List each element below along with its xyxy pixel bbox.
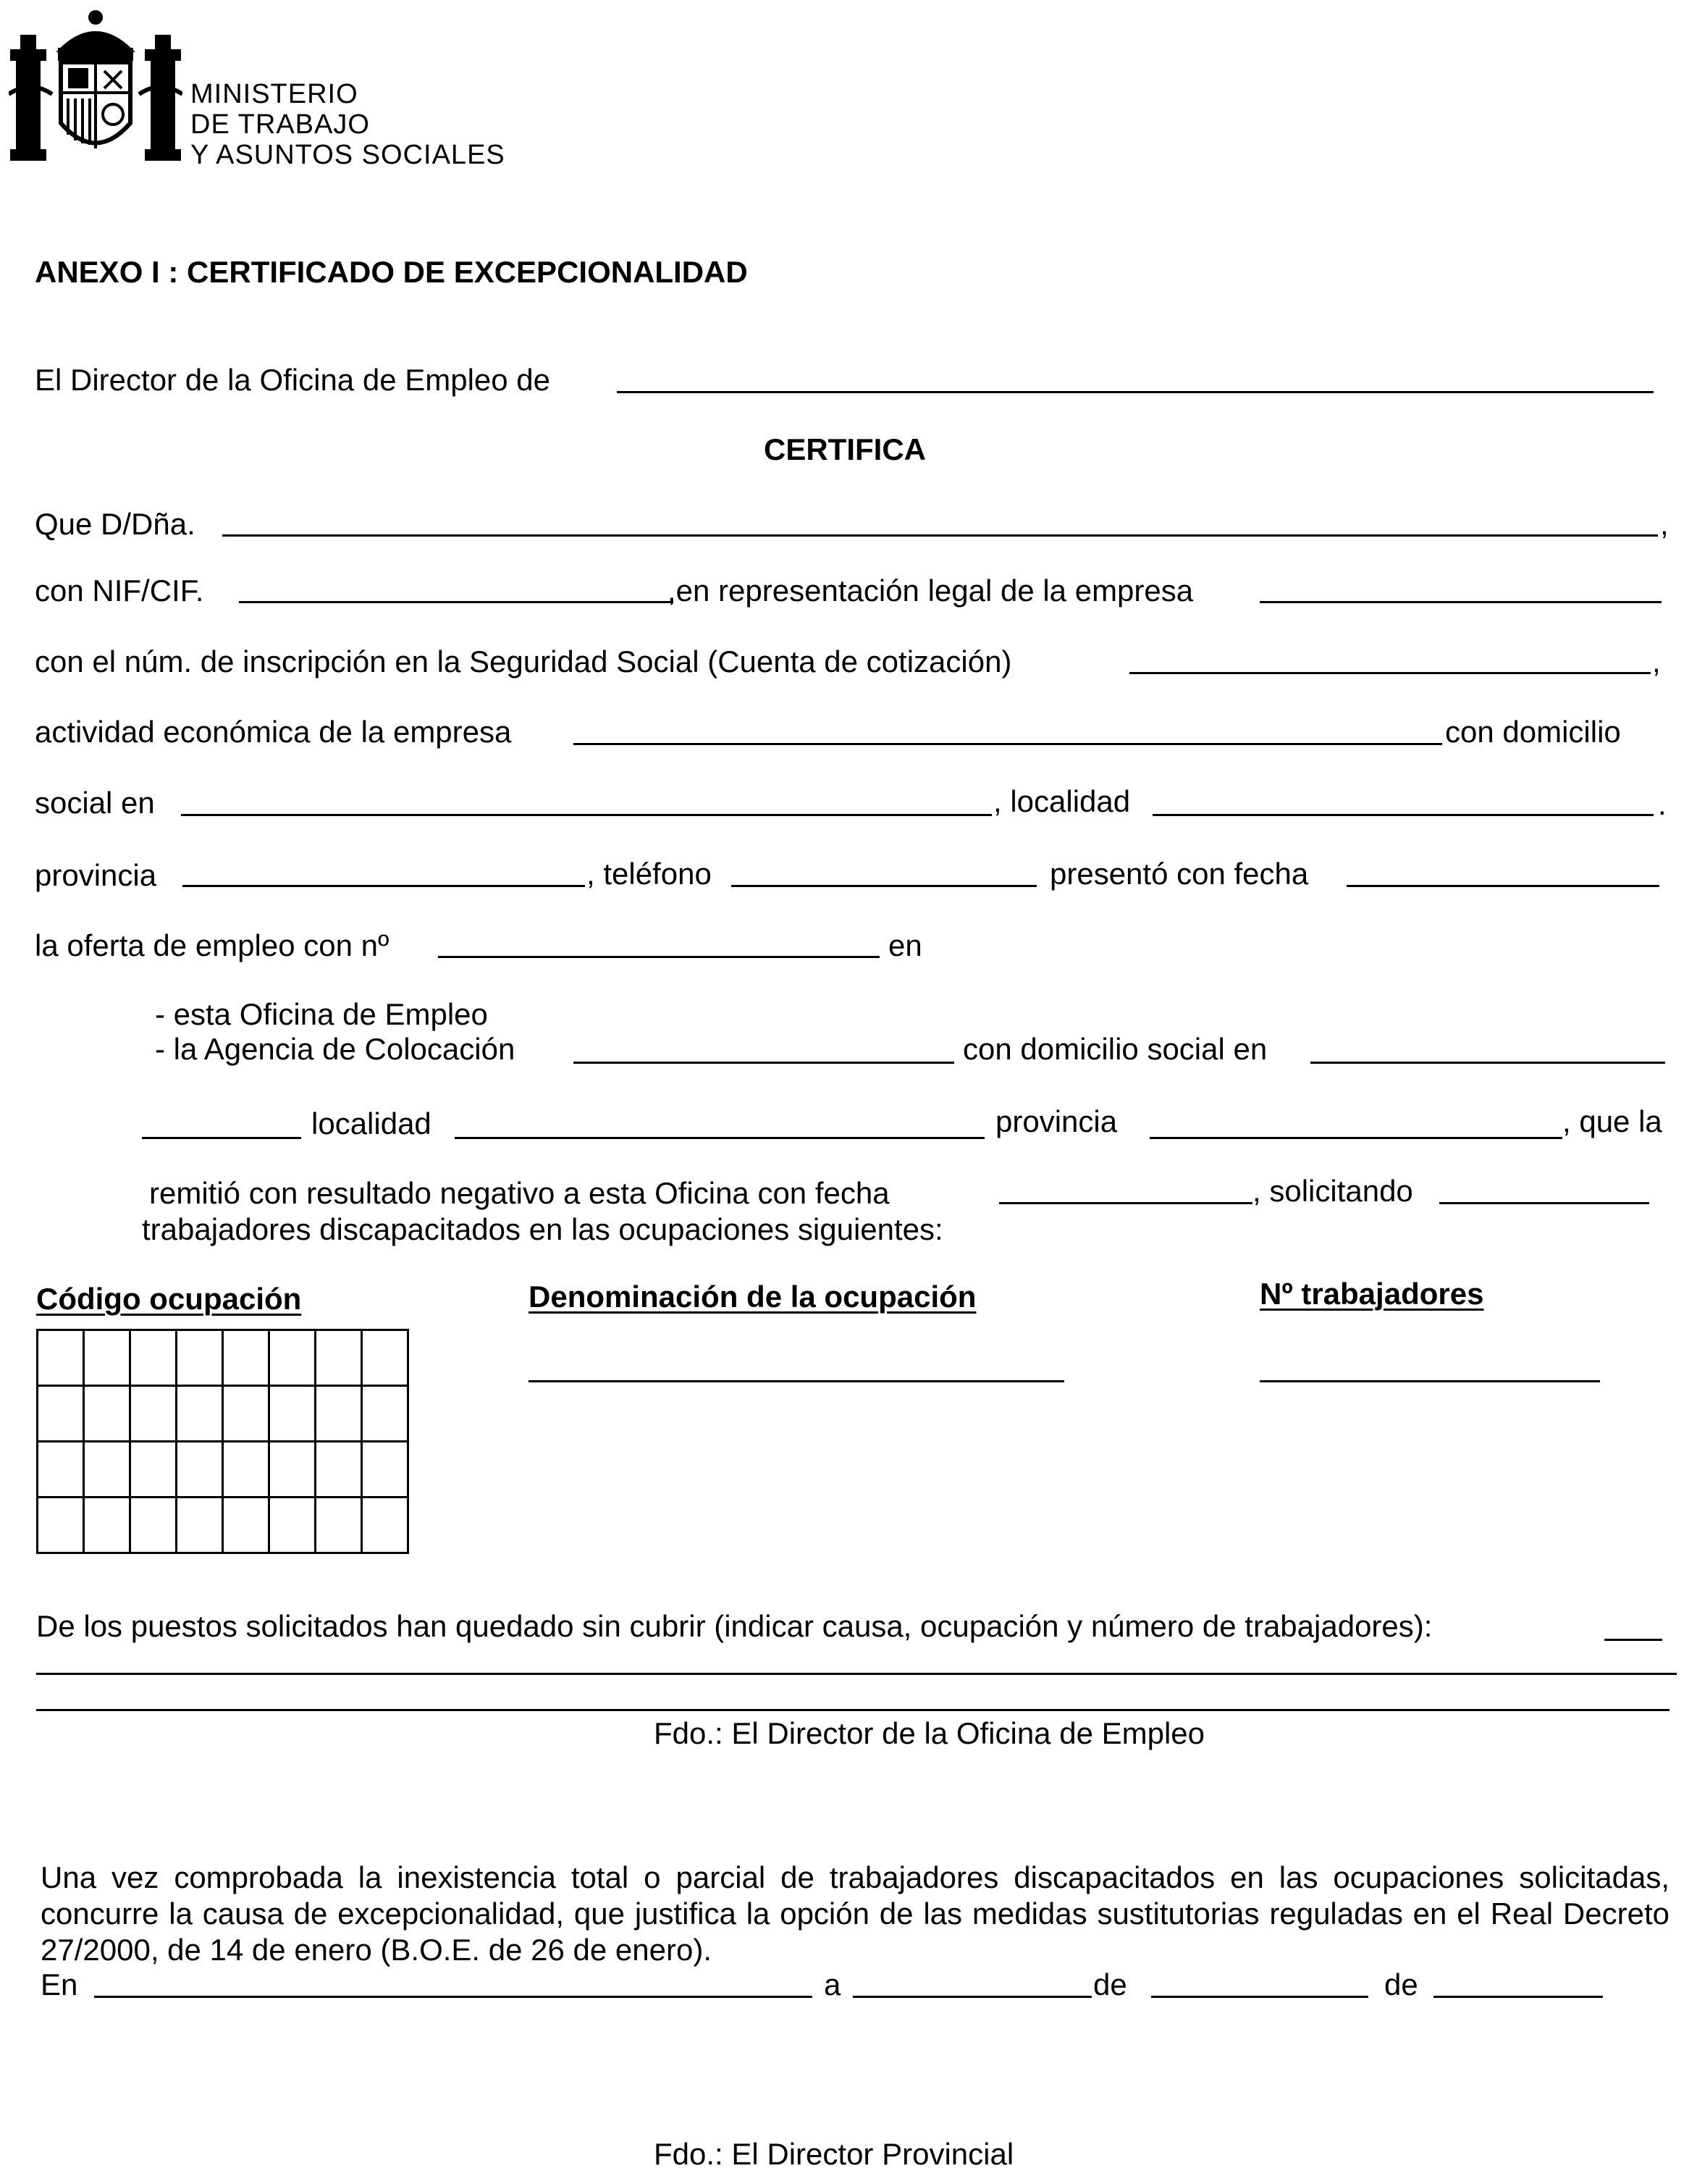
localidad-label: , localidad	[993, 784, 1131, 818]
grid-cell[interactable]	[223, 1498, 269, 1553]
agencia-domicilio-field[interactable]	[1310, 1062, 1665, 1064]
inscripcion-label: con el núm. de inscripción en la Seguridad Social (Cuenta de cotización)	[35, 644, 1012, 679]
con-domicilio-label: con domicilio	[1445, 715, 1621, 749]
domicilio-field[interactable]	[181, 814, 992, 816]
grid-cell[interactable]	[223, 1386, 269, 1442]
grid-cell[interactable]	[84, 1442, 130, 1498]
grid-cell[interactable]	[362, 1330, 408, 1386]
nif-field[interactable]	[239, 601, 673, 603]
representacion-label: ,en representación legal de la empresa	[668, 574, 1194, 608]
grid-cell[interactable]	[269, 1498, 316, 1553]
grid-cell[interactable]	[269, 1330, 316, 1386]
fecha-en-label: En	[41, 1967, 78, 2002]
fecha-a-label: a	[824, 1967, 841, 2002]
agencia-provincia-field[interactable]	[1150, 1137, 1562, 1139]
ministry-line-2: DE TRABAJO	[190, 109, 370, 140]
actividad-label: actividad económica de la empresa	[35, 715, 512, 749]
solicitando-label: , solicitando	[1252, 1174, 1413, 1208]
grid-cell[interactable]	[362, 1442, 408, 1498]
grid-cell[interactable]	[177, 1498, 223, 1553]
grid-cell[interactable]	[269, 1386, 316, 1442]
trabajadores-label: trabajadores discapacitados en las ocupaciones siguientes:	[142, 1212, 943, 1246]
puestos-field-2[interactable]	[36, 1673, 1677, 1675]
que-la-label: , que la	[1562, 1104, 1662, 1138]
social-en-label: social en	[35, 786, 155, 820]
agencia-field[interactable]	[573, 1062, 954, 1064]
grid-cell[interactable]	[177, 1442, 223, 1498]
codigo-header: Código ocupación	[36, 1282, 302, 1316]
ministry-line-1: MINISTERIO	[190, 79, 358, 109]
grid-cell[interactable]	[84, 1498, 130, 1553]
agencia-localidad-field[interactable]	[455, 1137, 985, 1139]
period: .	[1658, 787, 1667, 821]
anio-field[interactable]	[1433, 1996, 1603, 1998]
provincia-field[interactable]	[182, 885, 585, 887]
localidad2-label: localidad	[311, 1106, 431, 1141]
director-office-field[interactable]	[617, 391, 1654, 393]
puestos-field-1[interactable]	[1604, 1639, 1662, 1641]
grid-cell[interactable]	[84, 1330, 130, 1386]
grid-cell[interactable]	[223, 1330, 269, 1386]
provincia-label: provincia	[35, 858, 157, 892]
grid-cell[interactable]	[316, 1330, 362, 1386]
codigo-grid[interactable]	[36, 1329, 409, 1554]
grid-cell[interactable]	[223, 1442, 269, 1498]
grid-cell[interactable]	[130, 1386, 177, 1442]
firma-director-provincial: Fdo.: El Director Provincial	[654, 2137, 1014, 2171]
telefono-field[interactable]	[731, 885, 1037, 887]
certifica-heading: CERTIFICA	[764, 432, 926, 466]
num-solicitados-field[interactable]	[1439, 1202, 1649, 1204]
fecha-oferta-field[interactable]	[1347, 885, 1659, 887]
grid-cell[interactable]	[269, 1442, 316, 1498]
en-label: en	[888, 928, 922, 962]
remitio-label: remitió con resultado negativo a esta Oficina con fecha	[149, 1176, 890, 1210]
grid-cell[interactable]	[130, 1498, 177, 1553]
cotizacion-field[interactable]	[1129, 672, 1651, 674]
ministry-line-3: Y ASUNTOS SOCIALES	[190, 140, 505, 170]
grid-cell[interactable]	[84, 1386, 130, 1442]
mes-field[interactable]	[1151, 1996, 1368, 1998]
fecha-remision-field[interactable]	[999, 1202, 1252, 1204]
denominacion-header: Denominación de la ocupación	[529, 1280, 977, 1314]
puestos-label: De los puestos solicitados han quedado sin cubrir (indicar causa, ocupación y número de trabajadores):	[36, 1609, 1433, 1643]
comprobacion-paragraph: Una vez comprobada la inexistencia total o parcial de trabajadores discapacitados en las ocupaciones solicitadas, concurre la causa de excepcionalidad, que justifica la opción de las medidas sustitutorias reguladas en el Real Decreto 27/2000, de 14 de enero (B.O.E. de 26 de enero).	[41, 1860, 1669, 1967]
firma-director-oficina: Fdo.: El Director de la Oficina de Empleo	[654, 1716, 1205, 1750]
lugar-field[interactable]	[94, 1996, 812, 1998]
grid-cell[interactable]	[38, 1498, 84, 1553]
oferta-num-field[interactable]	[438, 956, 880, 958]
option-agencia: - la Agencia de Colocación	[155, 1032, 515, 1066]
grid-cell[interactable]	[177, 1330, 223, 1386]
document-title: ANEXO I : CERTIFICADO DE EXCEPCIONALIDAD	[35, 255, 748, 289]
nif-label: con NIF/CIF.	[35, 574, 204, 608]
grid-cell[interactable]	[177, 1386, 223, 1442]
fecha-de1-label: de	[1093, 1967, 1127, 2002]
provincia2-label: provincia	[995, 1104, 1118, 1138]
que-label: Que D/Dña.	[35, 507, 195, 541]
domicilio-social-label: con domicilio social en	[963, 1032, 1268, 1066]
grid-cell[interactable]	[130, 1330, 177, 1386]
comma: ,	[1652, 644, 1661, 679]
coat-of-arms-logo	[9, 7, 182, 163]
grid-cell[interactable]	[130, 1442, 177, 1498]
telefono-label: , teléfono	[586, 857, 712, 891]
dia-field[interactable]	[853, 1996, 1092, 1998]
grid-cell[interactable]	[38, 1330, 84, 1386]
agencia-domicilio-cont-field[interactable]	[142, 1137, 301, 1139]
grid-cell[interactable]	[38, 1386, 84, 1442]
num-trabajadores-header: Nº trabajadores	[1260, 1277, 1484, 1311]
grid-cell[interactable]	[316, 1386, 362, 1442]
presento-label: presentó con fecha	[1050, 857, 1309, 891]
denominacion-field[interactable]	[529, 1380, 1064, 1382]
name-field[interactable]	[222, 534, 1658, 537]
grid-cell[interactable]	[316, 1442, 362, 1498]
oferta-label: la oferta de empleo con nº	[35, 928, 389, 962]
num-trabajadores-field[interactable]	[1260, 1380, 1600, 1382]
grid-cell[interactable]	[38, 1442, 84, 1498]
empresa-field[interactable]	[1260, 601, 1662, 603]
grid-cell[interactable]	[362, 1498, 408, 1553]
grid-cell[interactable]	[316, 1498, 362, 1553]
localidad-field[interactable]	[1153, 814, 1654, 816]
grid-cell[interactable]	[362, 1386, 408, 1442]
fecha-de2-label: de	[1384, 1967, 1418, 2002]
director-label: El Director de la Oficina de Empleo de	[35, 363, 551, 397]
comma: ,	[1660, 507, 1669, 541]
actividad-field[interactable]	[573, 743, 1442, 745]
puestos-field-3[interactable]	[36, 1709, 1669, 1711]
option-oficina: - esta Oficina de Empleo	[155, 997, 488, 1031]
